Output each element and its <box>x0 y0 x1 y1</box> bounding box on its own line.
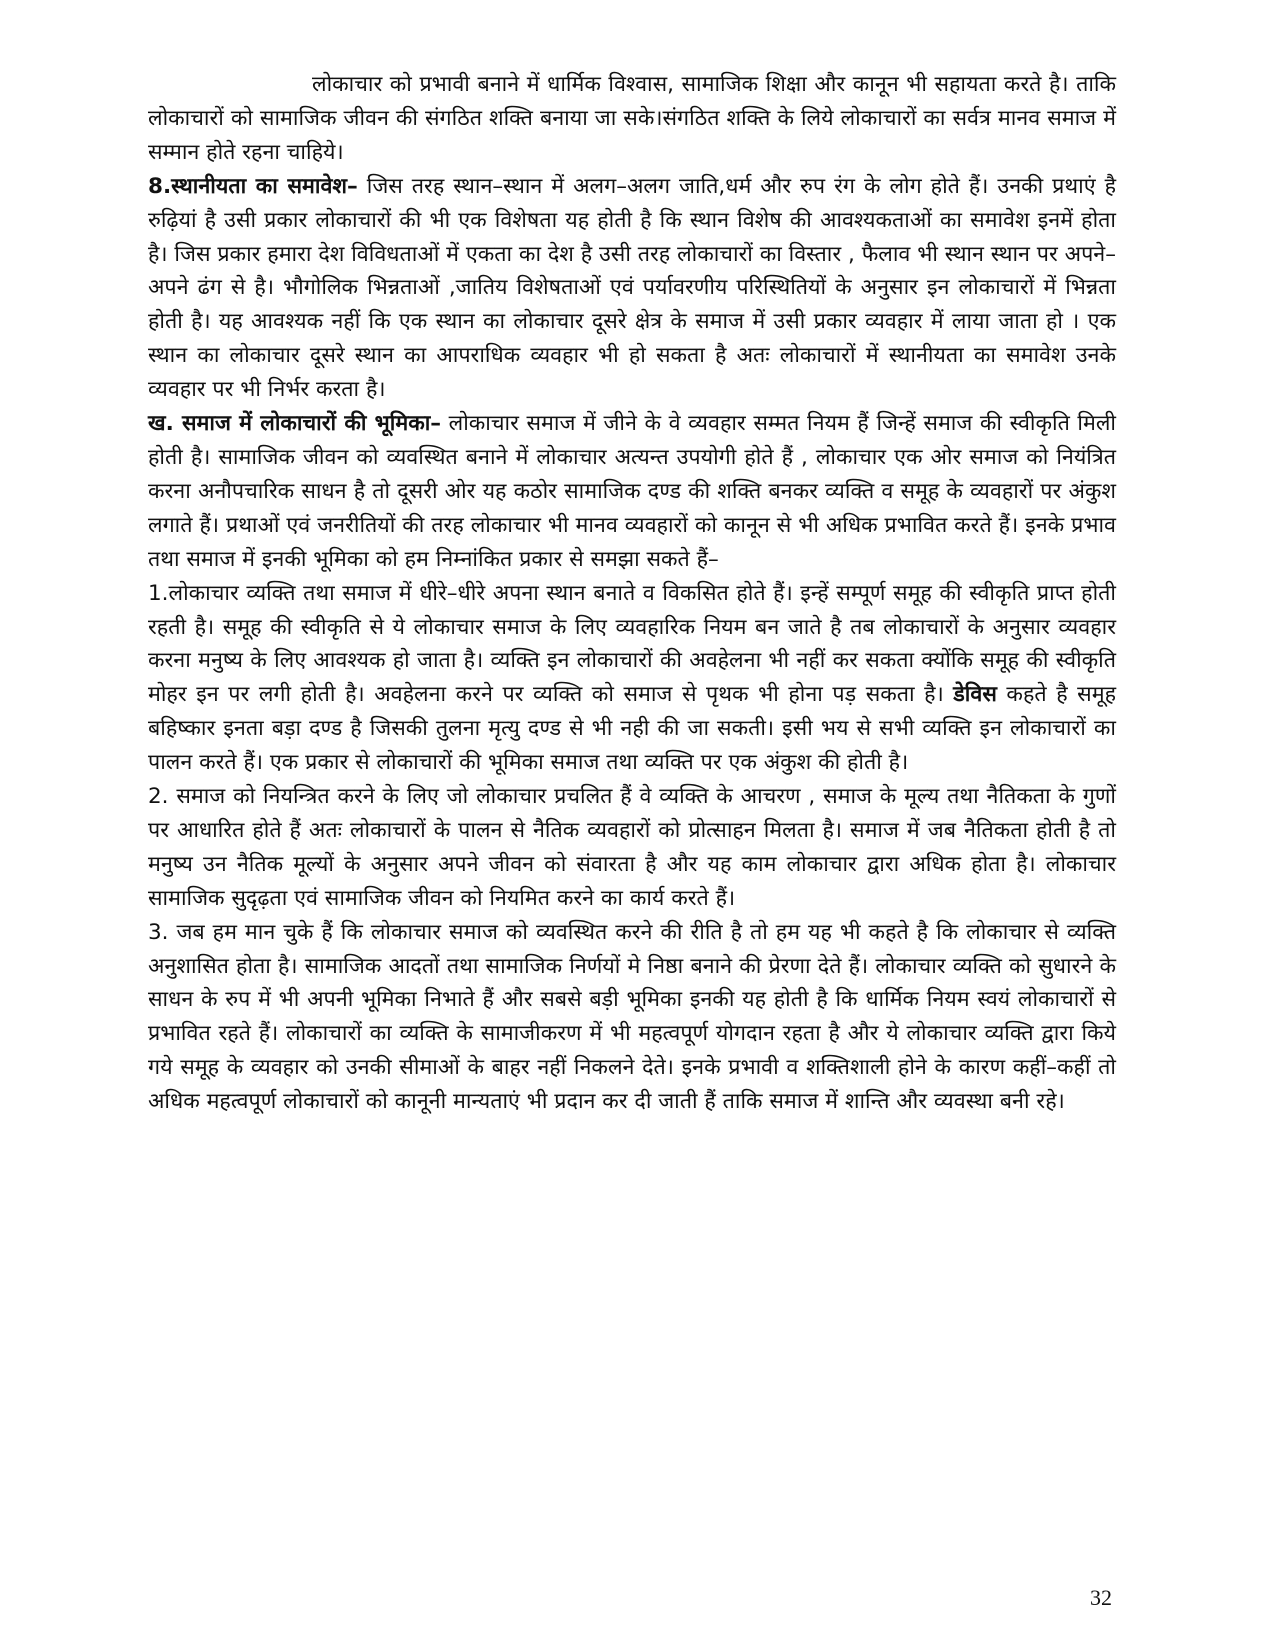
paragraph-role-text: लोकाचार समाज में जीने के वे व्यवहार सम्मत नियम हैं जिन्हें समाज की स्वीकृति मिली होती है। सामाजिक जीवन को व्यवस्थित बनाने में लोकाचार अत्यन्त उपयोगी होते हैं , लोकाचार एक ओर समाज को नियंत्रित करना अनौपचारिक साधन है तो दूसरी ओर यह कठोर सामाजिक दण्ड की शक्ति बनकर व्यक्ति व समूह के व्यवहारों पर अंकुश लगाते हैं। प्रथाओं एवं जनरीतियों की तरह लोकाचार भी मानव व्यवहारों को कानून से भी अधिक प्रभावित करते हैं। इनके प्रभाव तथा समाज में इनकी भूमिका को हम निम्नांकित प्रकार से समझा सकते हैं– <box>148 411 1116 572</box>
paragraph-point-2: 2. समाज को नियन्त्रित करने के लिए जो लोकाचार प्रचलित हैं वे व्यक्ति के आचरण , समाज के मूल्य तथा नैतिकता के गुणों पर आधारित होते हैं अतः लोकाचारों के पालन से नैतिक व्यवहारों को प्रोत्साहन मिलता है। समाज में जब नैतिकता होती है तो मनुष्य उन नैतिक मूल्यों के अनुसार अपने जीवन को संवारता है और यह काम लोकाचार द्वारा अधिक होता है। लोकाचार सामाजिक सुदृढ़ता एवं सामाजिक जीवन को नियमित करने का कार्य करते हैं। <box>148 784 1116 911</box>
paragraph-localness <box>148 170 1116 407</box>
section-heading-role: ख. समाज में लोकाचारों की भूमिका– <box>148 411 442 437</box>
paragraph-point-1 <box>148 577 1116 780</box>
point-1-text-b: कहते है समूह बहिष्कार इनता बड़ा दण्ड है जिसकी तुलना मृत्यु दण्ड से भी नही की जा सकती। इसी भय से सभी व्यक्ति इन लोकाचारों का पालन करते हैं। एक प्रकार से लोकाचारों की भूमिका समाज तथा व्यक्ति पर एक अंकुश की होती है। <box>148 682 1116 776</box>
author-name-davis: डेविस <box>953 682 997 708</box>
paragraph-point-3: 3. जब हम मान चुके हैं कि लोकाचार समाज को व्यवस्थित करने की रीति है तो हम यह भी कहते है कि लोकाचार से व्यक्ति अनुशासित होता है। सामाजिक आदतों तथा सामाजिक निर्णयों मे निष्ठा बनाने की प्रेरणा देते हैं। लोकाचार व्यक्ति को सुधारने के साधन के रुप में भी अपनी भूमिका निभाते हैं और सबसे बड़ी भूमिका इनकी यह होती है कि धार्मिक नियम स्वयं लोकाचारों से प्रभावित रहते हैं। लोकाचारों का व्यक्ति के सामाजीकरण में भी महत्वपूर्ण योगदान रहता है और ये लोकाचार व्यक्ति द्वारा किये गये समूह के व्यवहार को उनकी सीमाओं के बाहर नहीं निकलने देते। इनके प्रभावी व शक्तिशाली होने के कारण कहीं–कहीं तो अधिक महत्वपूर्ण लोकाचारों को कानूनी मान्यताएं भी प्रदान कर दी जाती हैं ताकि समाज में शान्ति और व्यवस्था बनी रहे। <box>148 919 1116 1115</box>
paragraph-role <box>148 407 1116 577</box>
section-heading-localness: 8.स्थानीयता का समावेश– <box>148 173 358 199</box>
paragraph-intro: लोकाचार को प्रभावी बनाने में धार्मिक विश्वास, सामाजिक शिक्षा और कानून भी सहायता करते है। ताकि लोकाचारों को सामाजिक जीवन की संगठित शक्ति बनाया जा सके।संगठित शक्ति के लिये लोकाचारों का सर्वत्र मानव समाज में सम्मान होते रहना चाहिये। <box>148 72 1116 165</box>
page-number: 32 <box>1090 1585 1112 1610</box>
document-body <box>148 68 1116 1119</box>
point-1-text-a: 1.लोकाचार व्यक्ति तथा समाज में धीरे–धीरे अपना स्थान बनाते व विकसित होते हैं। इन्हें सम्पूर्ण समूह की स्वीकृति प्राप्त होती रहती है। समूह की स्वीकृति से ये लोकाचार समाज के लिए व्यवहारिक नियम बन जाते है तब लोकाचारों के अनुसार व्यवहार करना मनुष्य के लिए आवश्यक हो जाता है। व्यक्ति इन लोकाचारों की अवहेलना भी नहीं कर सकता क्योंकि समूह की स्वीकृति मोहर इन पर लगी होती है। अवहेलना करने पर व्यक्ति को समाज से पृथक भी होना पड़ सकता है। <box>148 580 1116 708</box>
paragraph-localness-text: जिस तरह स्थान–स्थान में अलग–अलग जाति,धर्म और रुप रंग के लोग होते हैं। उनकी प्रथाएं है रुढ़ियां है उसी प्रकार लोकाचारों की भी एक विशेषता यह होती है कि स्थान विशेष की आवश्यकताओं का समावेश इनमें होता है। जिस प्रकार हमारा देश विविधताओं में एकता का देश है उसी तरह लोकाचारों का विस्तार , फैलाव भी स्थान स्थान पर अपने–अपने ढंग से है। भौगोलिक भिन्नताओं ,जातिय विशेषताओं एवं पर्यावरणीय परिस्थितियों के अनुसार इन लोकाचारों में भिन्नता होती है। यह आवश्यक नहीं कि एक स्थान का लोकाचार दूसरे क्षेत्र के समाज में उसी प्रकार व्यवहार में लाया जाता हो । एक स्थान का लोकाचार दूसरे स्थान का आपराधिक व्यवहार भी हो सकता है अतः लोकाचारों में स्थानीयता का समावेश उनके व्यवहार पर भी निर्भर करता है। <box>148 173 1117 403</box>
